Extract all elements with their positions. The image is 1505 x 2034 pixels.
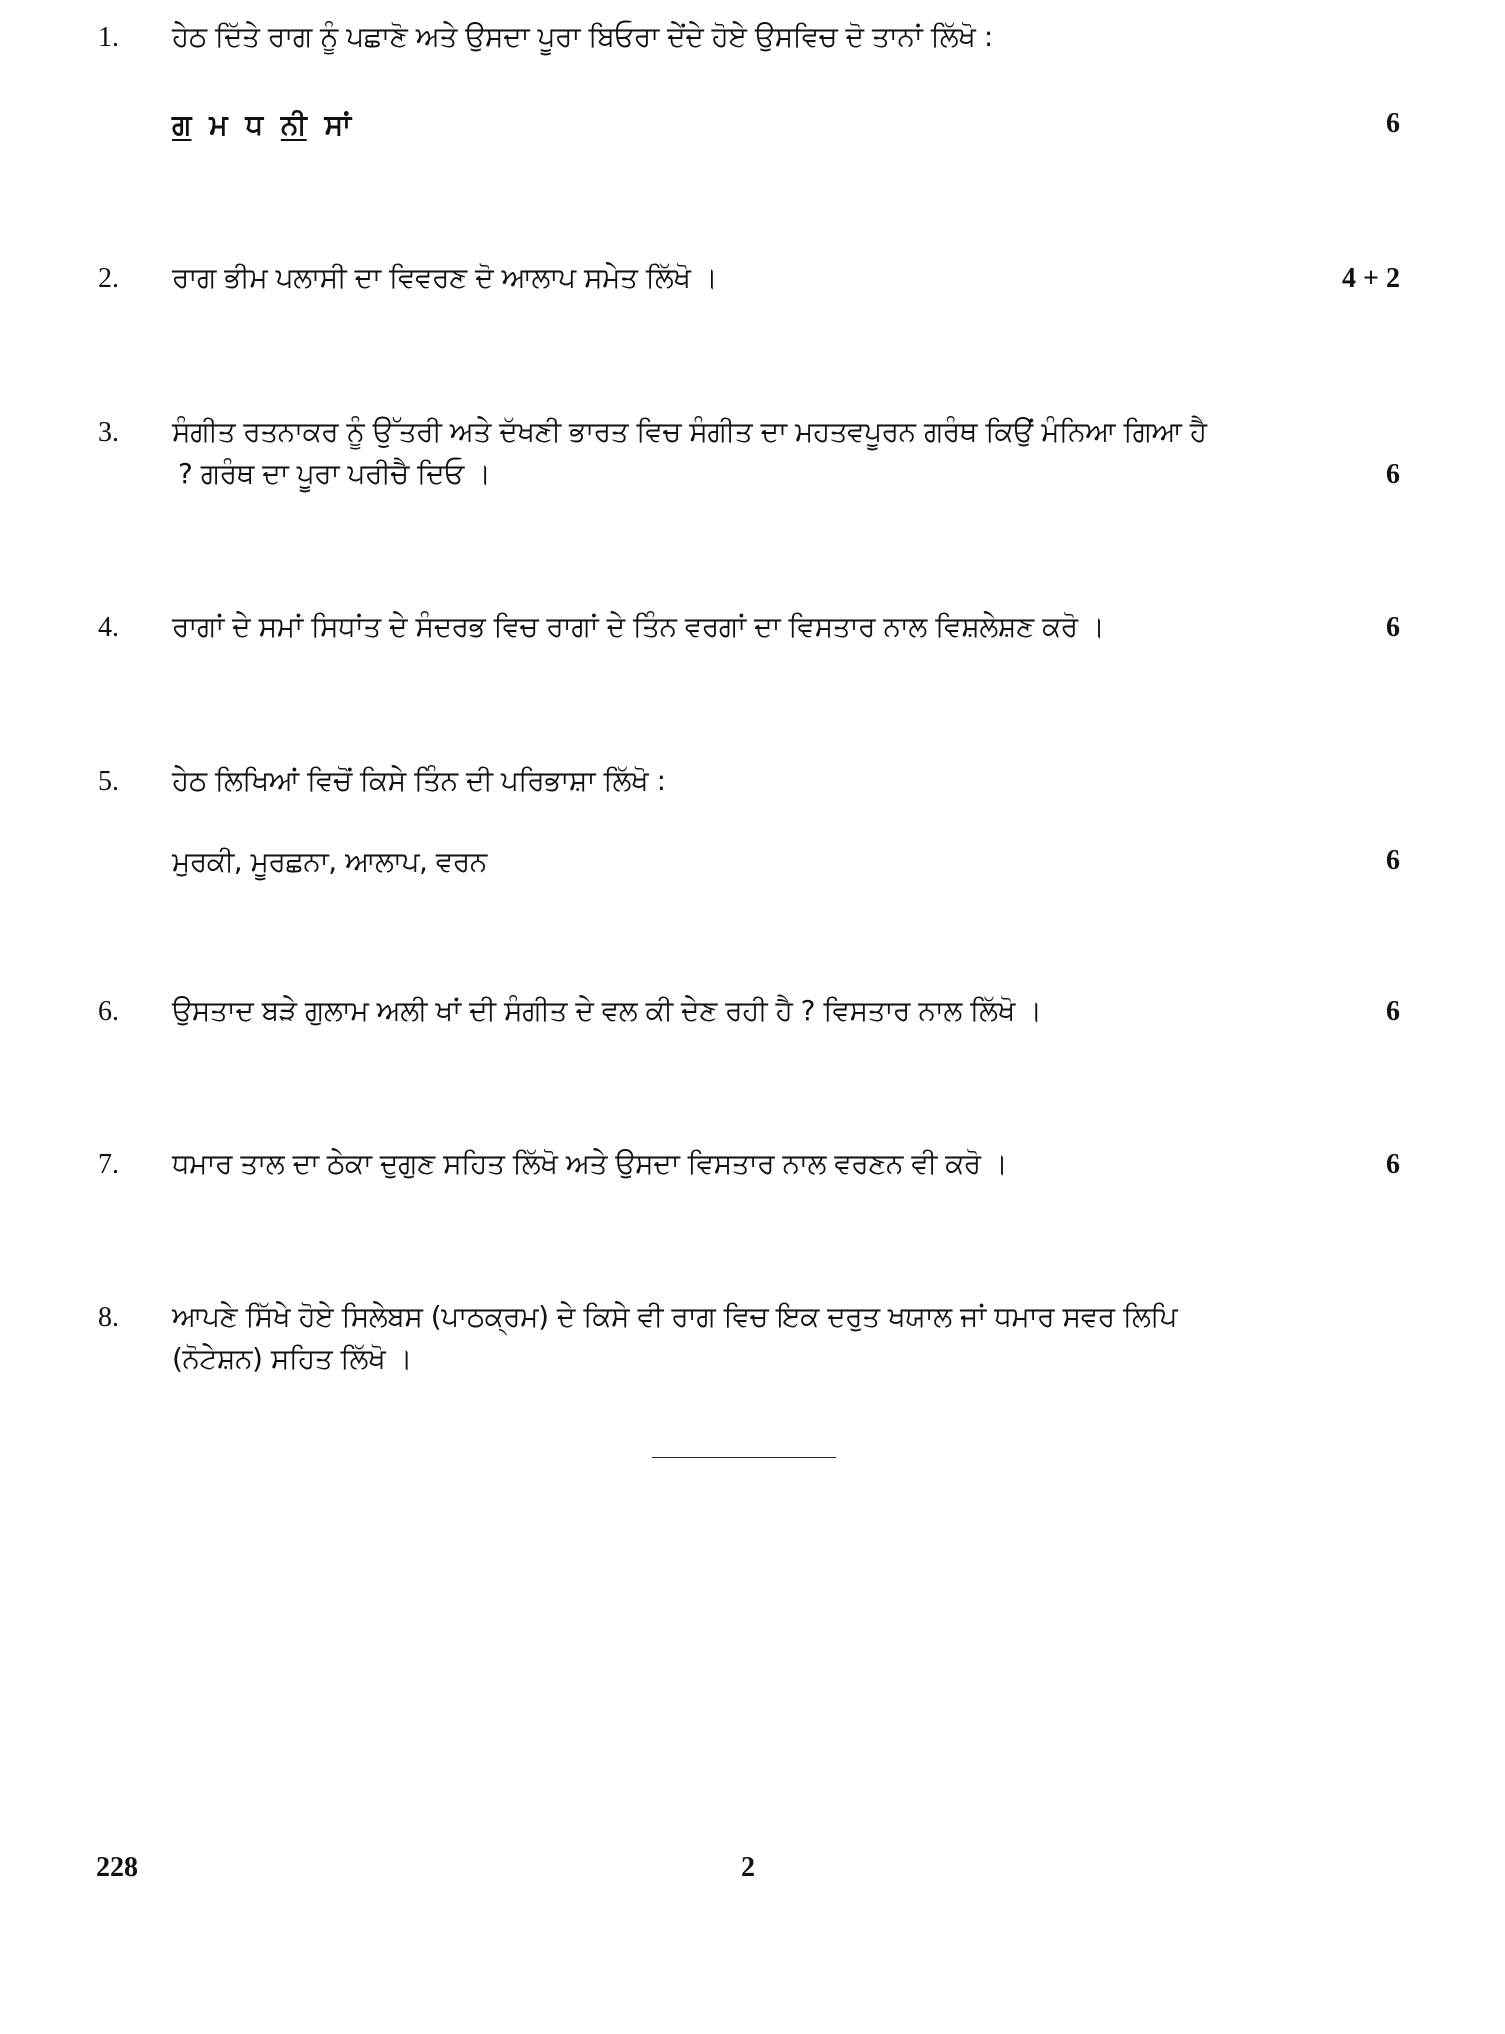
note-komal-ni: ਨੀ xyxy=(280,108,307,141)
question-3-text-line-1: ਸੰਗੀਤ ਰਤਨਾਕਰ ਨੂੰ ਉੱਤਰੀ ਅਤੇ ਦੱਖਣੀ ਭਾਰਤ ਵਿਚ ਸੰਗੀਤ ਦਾ ਮਹਤਵਪੂਰਨ ਗਰੰਥ ਕਿਉਂ ਮੰਨਿਆ ਗਿਆ ਹੈ xyxy=(172,415,1207,448)
paper-code: 228 xyxy=(96,1852,138,1883)
question-1-number: 1. xyxy=(98,22,119,53)
question-7-marks: 6 xyxy=(1386,1149,1400,1180)
question-6-marks: 6 xyxy=(1386,996,1400,1027)
question-5-text: ਹੇਠ ਲਿਖਿਆਂ ਵਿਚੋਂ ਕਿਸੇ ਤਿੰਨ ਦੀ ਪਰਿਭਾਸ਼ਾ ਲਿੱਖੋ : xyxy=(172,764,666,797)
question-7-number: 7. xyxy=(98,1149,119,1180)
question-3-marks: 6 xyxy=(1386,459,1400,490)
question-4-marks: 6 xyxy=(1386,612,1400,643)
question-6-number: 6. xyxy=(98,996,119,1027)
question-8-number: 8. xyxy=(98,1302,119,1333)
question-1-marks: 6 xyxy=(1386,108,1400,139)
note-dha: ਧ xyxy=(245,108,264,141)
question-3-text-line-2: ? ਗਰੰਥ ਦਾ ਪੂਰਾ ਪਰੀਚੈ ਦਿਓ । xyxy=(178,457,491,490)
question-2-text: ਰਾਗ ਭੀਮ ਪਲਾਸੀ ਦਾ ਵਿਵਰਣ ਦੋ ਆਲਾਪ ਸਮੇਤ ਲਿੱਖੋ । xyxy=(172,261,718,294)
question-7-text: ਧਮਾਰ ਤਾਲ ਦਾ ਠੇਕਾ ਦੁਗੁਣ ਸਹਿਤ ਲਿੱਖੋ ਅਤੇ ਉਸਦਾ ਵਿਸਤਾਰ ਨਾਲ ਵਰਣਨ ਵੀ ਕਰੋ । xyxy=(172,1147,1008,1180)
question-2-number: 2. xyxy=(98,263,119,294)
question-5-terms: ਮੁਰਕੀ, ਮੂਰਛਨਾ, ਆਲਾਪ, ਵਰਨ xyxy=(172,845,487,878)
note-taar-sa: ਸਾਂ xyxy=(324,108,352,141)
question-2-marks: 4 + 2 xyxy=(1342,263,1400,294)
note-komal-ga: ਗ xyxy=(172,108,192,141)
page-number: 2 xyxy=(741,1852,755,1883)
question-4-text: ਰਾਗਾਂ ਦੇ ਸਮਾਂ ਸਿਧਾਂਤ ਦੇ ਸੰਦਰਭ ਵਿਚ ਰਾਗਾਂ ਦੇ ਤਿੰਨ ਵਰਗਾਂ ਦਾ ਵਿਸਤਾਰ ਨਾਲ ਵਿਸ਼ਲੇਸ਼ਣ ਕਰੋ । xyxy=(172,610,1105,643)
question-8-text-line-1: ਆਪਣੇ ਸਿੱਖੇ ਹੋਏ ਸਿਲੇਬਸ (ਪਾਠਕ੍ਰਮ) ਦੇ ਕਿਸੇ ਵੀ ਰਾਗ ਵਿਚ ਇਕ ਦਰੁਤ ਖਯਾਲ ਜਾਂ ਧਮਾਰ ਸਵਰ ਲਿਪਿ xyxy=(172,1300,1177,1333)
question-5-number: 5. xyxy=(98,766,119,797)
question-5-marks: 6 xyxy=(1386,845,1400,876)
question-1-text: ਹੇਠ ਦਿੱਤੇ ਰਾਗ ਨੂੰ ਪਛਾਣੋ ਅਤੇ ਉਸਦਾ ਪੂਰਾ ਬਿਓਰਾ ਦੇਂਦੇ ਹੋਏ ਉਸਵਿਚ ਦੋ ਤਾਨਾਂ ਲਿੱਖੋ : xyxy=(172,20,993,53)
question-8-text-line-2: (ਨੋਟੇਸ਼ਨ) ਸਹਿਤ ਲਿੱਖੋ । xyxy=(172,1342,412,1375)
question-6-text: ਉਸਤਾਦ ਬੜੇ ਗੁਲਾਮ ਅਲੀ ਖਾਂ ਦੀ ਸੰਗੀਤ ਦੇ ਵਲ ਕੀ ਦੇਣ ਰਹੀ ਹੈ ? ਵਿਸਤਾਰ ਨਾਲ ਲਿੱਖੋ । xyxy=(172,994,1042,1027)
question-4-number: 4. xyxy=(98,612,119,643)
question-3-number: 3. xyxy=(98,417,119,448)
note-ma: ਮ xyxy=(209,108,228,141)
end-divider xyxy=(652,1457,836,1458)
question-1-notes xyxy=(172,108,359,142)
